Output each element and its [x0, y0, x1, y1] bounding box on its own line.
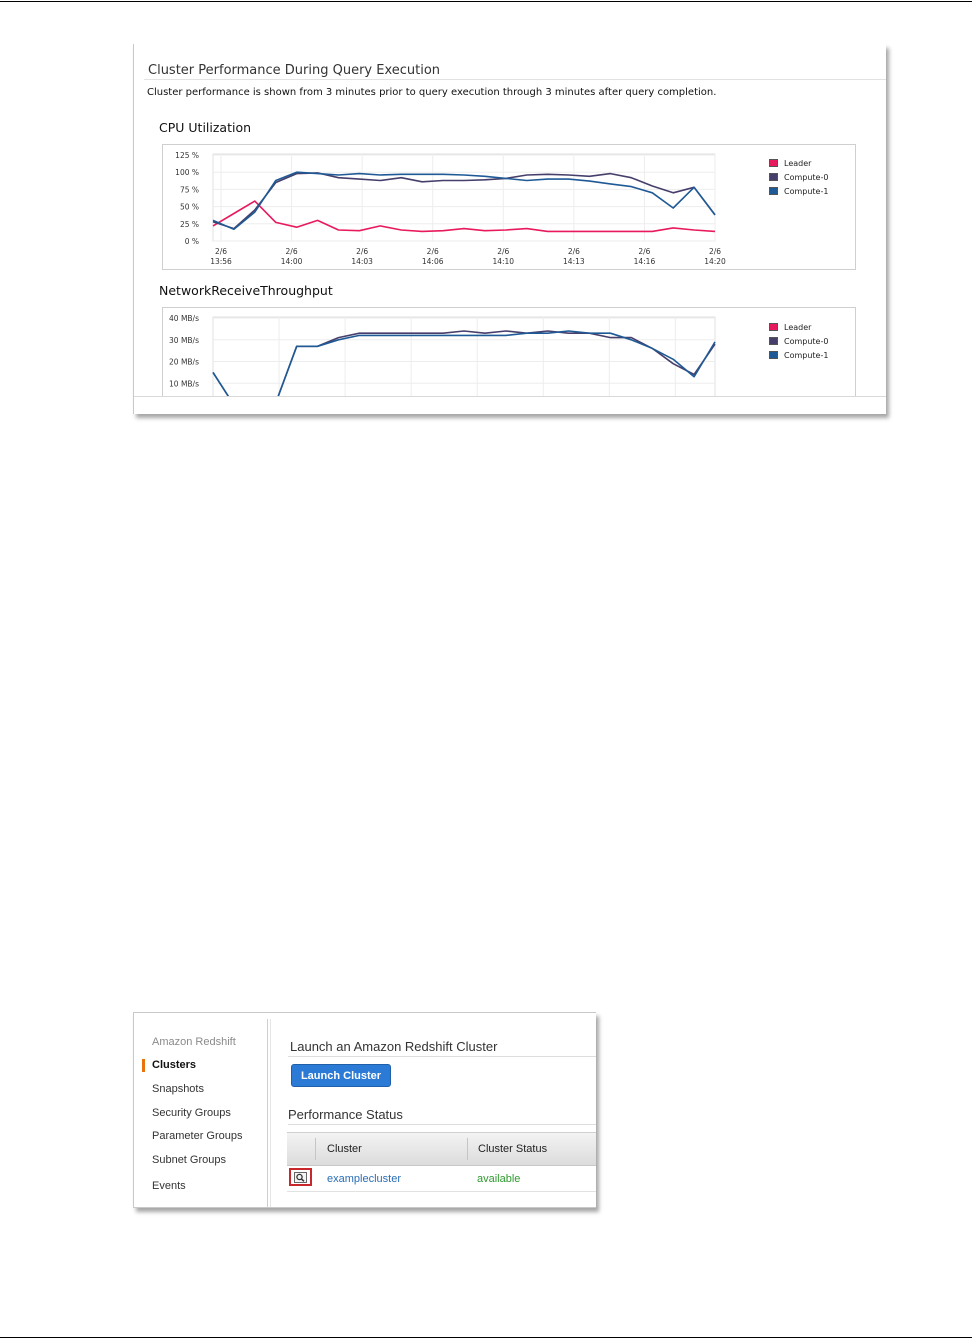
legend-item-compute-0 [769, 170, 828, 184]
legend-swatch [769, 351, 778, 359]
sidebar-item-parameter-groups[interactable]: Parameter Groups [152, 1130, 243, 1142]
x-tick-time: 14:20 [704, 257, 726, 266]
y-tick-label: 125 % [175, 151, 199, 160]
legend-label: Compute-0 [784, 336, 829, 346]
legend-item-leader [769, 320, 828, 334]
x-tick-time: 14:10 [492, 257, 515, 266]
title-divider [144, 79, 886, 80]
y-tick-label: 30 MB/s [169, 335, 199, 345]
cluster-name-link[interactable]: examplecluster [327, 1173, 401, 1185]
x-tick-time: 14:06 [421, 257, 444, 266]
column-header-cluster[interactable]: Cluster [327, 1143, 362, 1155]
launch-heading: Launch an Amazon Redshift Cluster [290, 1039, 498, 1054]
x-tick-time: 14:13 [563, 257, 585, 266]
legend-label: Leader [784, 158, 812, 168]
sidebar-divider-inner [270, 1019, 271, 1207]
legend-item-compute-1 [769, 184, 828, 198]
x-tick-date: 2/6 [497, 247, 510, 256]
redshift-console-screenshot [133, 1012, 596, 1208]
view-details-button[interactable] [289, 1168, 312, 1186]
legend-item-compute-1 [769, 348, 828, 362]
network-chart [163, 308, 855, 408]
page-top-rule [0, 1, 972, 2]
column-separator [315, 1138, 316, 1160]
column-header-cluster-status[interactable]: Cluster Status [478, 1143, 548, 1155]
y-tick-label: 40 MB/s [169, 314, 199, 323]
sidebar [134, 1013, 267, 1207]
x-tick-time: 14:03 [351, 257, 373, 266]
cpu-chart-title: CPU Utilization [159, 120, 252, 135]
legend-swatch [769, 187, 778, 195]
x-tick-date: 2/6 [567, 247, 580, 256]
performance-section-title: Cluster Performance During Query Execution [148, 63, 441, 78]
magnifier-icon [294, 1172, 307, 1183]
y-tick-label: 75 % [179, 185, 199, 195]
legend-swatch [769, 159, 778, 167]
y-tick-label: 50 % [179, 202, 199, 212]
legend-label: Compute-1 [784, 350, 829, 360]
sidebar-item-events[interactable]: Events [152, 1180, 186, 1192]
x-tick-time: 13:56 [210, 257, 232, 266]
network-chart-legend [769, 320, 828, 362]
y-tick-label: 25 % [179, 219, 199, 229]
y-tick-label: 100 % [175, 168, 199, 178]
x-tick-date: 2/6 [356, 247, 369, 256]
sidebar-brand[interactable]: Amazon Redshift [152, 1036, 236, 1048]
legend-label: Compute-1 [784, 186, 829, 196]
page-bottom-rule [0, 1337, 972, 1338]
x-tick-date: 2/6 [214, 247, 228, 256]
sidebar-item-clusters[interactable]: Clusters [152, 1059, 197, 1071]
y-tick-label: 0 % [184, 237, 199, 246]
network-chart-panel [162, 307, 856, 409]
y-tick-label: 10 MB/s [169, 379, 199, 389]
clusters-table-header [287, 1132, 596, 1166]
cluster-status-value: available [477, 1173, 521, 1185]
performance-heading-rule [288, 1124, 596, 1125]
legend-swatch [769, 337, 778, 345]
x-tick-date: 2/6 [638, 247, 651, 256]
performance-status-heading: Performance Status [288, 1107, 403, 1122]
legend-swatch [769, 323, 778, 331]
cropped-bottom-edge [134, 396, 886, 414]
x-tick-date: 2/6 [285, 247, 298, 256]
x-tick-date: 2/6 [708, 247, 722, 256]
legend-item-compute-0 [769, 334, 828, 348]
network-chart-title: NetworkReceiveThroughput [159, 283, 333, 298]
table-row [287, 1165, 596, 1192]
legend-item-leader [769, 156, 828, 170]
x-tick-date: 2/6 [426, 247, 439, 256]
x-tick-time: 14:16 [633, 257, 656, 266]
sidebar-item-security-groups[interactable]: Security Groups [152, 1107, 231, 1119]
cpu-chart-panel [162, 144, 856, 270]
x-tick-time: 14:00 [280, 257, 303, 266]
cpu-chart-legend [769, 156, 828, 198]
query-performance-screenshot [133, 44, 886, 414]
sidebar-item-snapshots[interactable]: Snapshots [152, 1083, 204, 1095]
performance-description: Cluster performance is shown from 3 minutes prior to query execution through 3 minutes after query completion. [147, 87, 717, 98]
y-tick-label: 20 MB/s [169, 357, 199, 367]
legend-label: Leader [784, 322, 812, 332]
sidebar-item-subnet-groups[interactable]: Subnet Groups [152, 1154, 226, 1166]
active-nav-marker [142, 1059, 145, 1072]
cpu-chart [163, 145, 855, 269]
launch-heading-rule [288, 1056, 596, 1057]
sidebar-divider [267, 1019, 268, 1207]
column-separator [467, 1138, 468, 1160]
launch-cluster-button[interactable]: Launch Cluster [291, 1064, 391, 1087]
legend-swatch [769, 173, 778, 181]
legend-label: Compute-0 [784, 172, 829, 182]
